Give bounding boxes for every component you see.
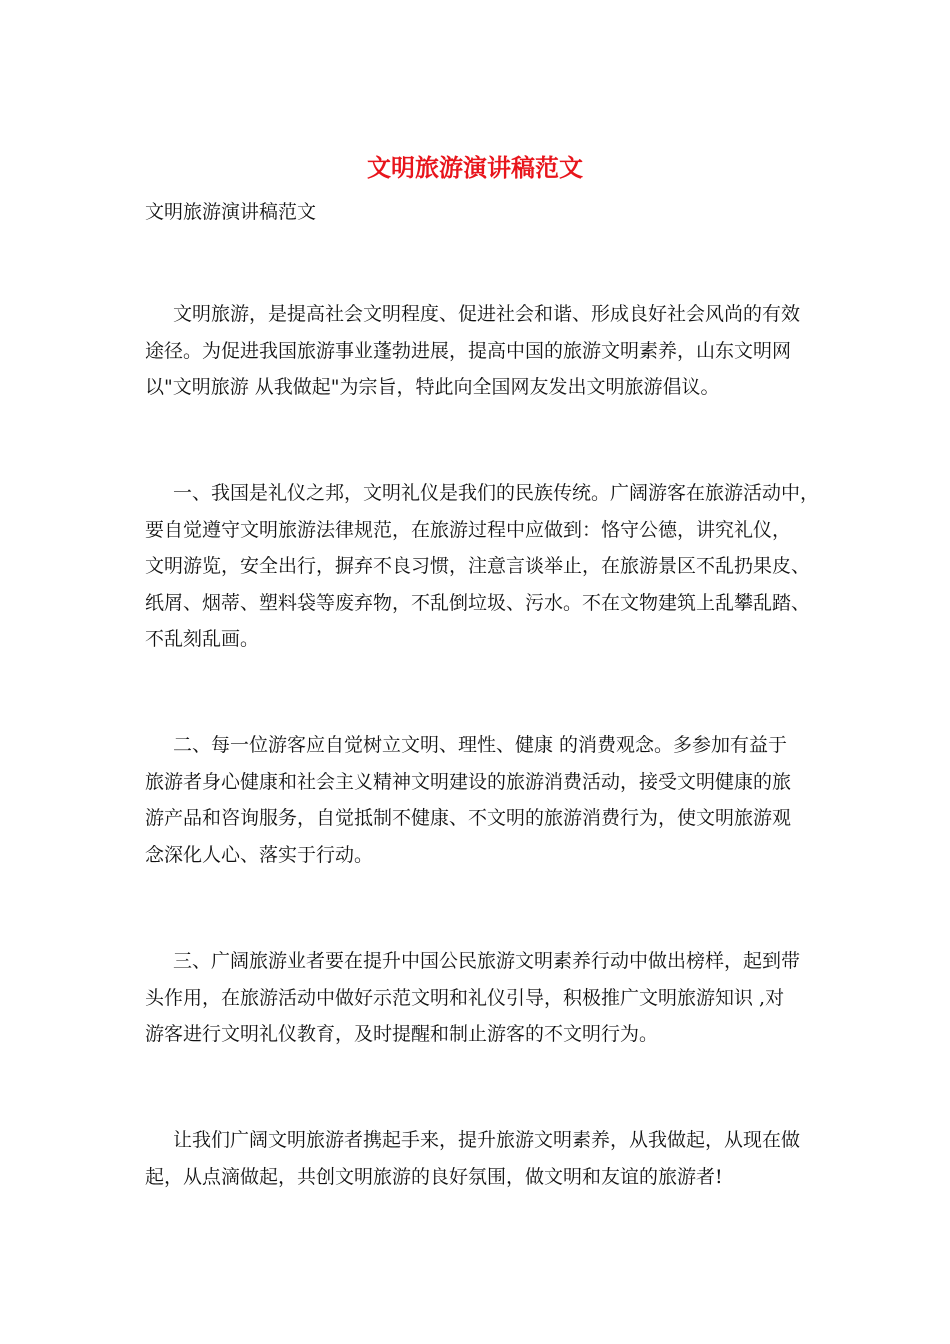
paragraph-line: 游客进行文明礼仪教育，及时提醒和制止游客的不文明行为。 <box>145 1023 659 1045</box>
paragraph-point-3 <box>145 943 815 1053</box>
paragraph-line: 不乱刻乱画。 <box>145 628 260 650</box>
document-title: 文明旅游演讲稿范文 <box>367 153 583 182</box>
paragraph-line: 途径。为促进我国旅游事业蓬勃进展，提高中国的旅游文明素养，山东文明网 <box>145 339 792 362</box>
paragraph-intro <box>145 296 815 406</box>
paragraph-line: 让我们广阔文明旅游者携起手来，提升旅游文明素养，从我做起，从现在做 <box>173 1129 801 1151</box>
paragraph-closing <box>145 1122 815 1195</box>
paragraph-line: 起，从点滴做起，共创文明旅游的良好氛围，做文明和友谊的旅游者! <box>145 1165 723 1188</box>
paragraph-line: 念深化人心、落实于行动。 <box>145 843 374 866</box>
paragraph-line: 旅游者身心健康和社会主义精神文明建设的旅游消费活动，接受文明健康的旅 <box>145 770 792 793</box>
paragraph-line: 要自觉遵守文明旅游法律规范，在旅游过程中应做到：恪守公德，讲究礼仪， <box>145 518 792 541</box>
paragraph-line: 文明游览，安全出行，摒弃不良习惯，注意言谈举止，在旅游景区不乱扔果皮、 <box>145 555 811 577</box>
document-subtitle: 文明旅游演讲稿范文 <box>145 201 317 223</box>
paragraph-point-2 <box>145 727 815 873</box>
paragraph-line: 游产品和咨询服务，自觉抵制不健康、不文明的旅游消费行为，使文明旅游观 <box>145 807 792 829</box>
paragraph-line: 三、广阔旅游业者要在提升中国公民旅游文明素养行动中做出榜样，起到带 <box>173 950 801 972</box>
paragraph-line: 二、每一位游客应自觉树立文明、理性、健康 的消费观念。多参加有益于 <box>173 734 788 756</box>
paragraph-point-1 <box>145 475 820 658</box>
paragraph-line: 文明旅游，是提高社会文明程度、促进社会和谐、形成良好社会风尚的有效 <box>173 303 801 325</box>
paragraph-line: 以"文明旅游 从我做起"为宗旨，特此向全国网友发出文明旅游倡议。 <box>145 376 720 398</box>
paragraph-line: 一、我国是礼仪之邦，文明礼仪是我们的民族传统。广阔游客在旅游活动中， <box>173 482 820 504</box>
paragraph-line: 纸屑、烟蒂、塑料袋等废弃物，不乱倒垃圾、污水。不在文物建筑上乱攀乱踏、 <box>145 591 811 614</box>
paragraph-line: 头作用，在旅游活动中做好示范文明和礼仪引导，积极推广文明旅游知识 ,对 <box>145 986 785 1009</box>
